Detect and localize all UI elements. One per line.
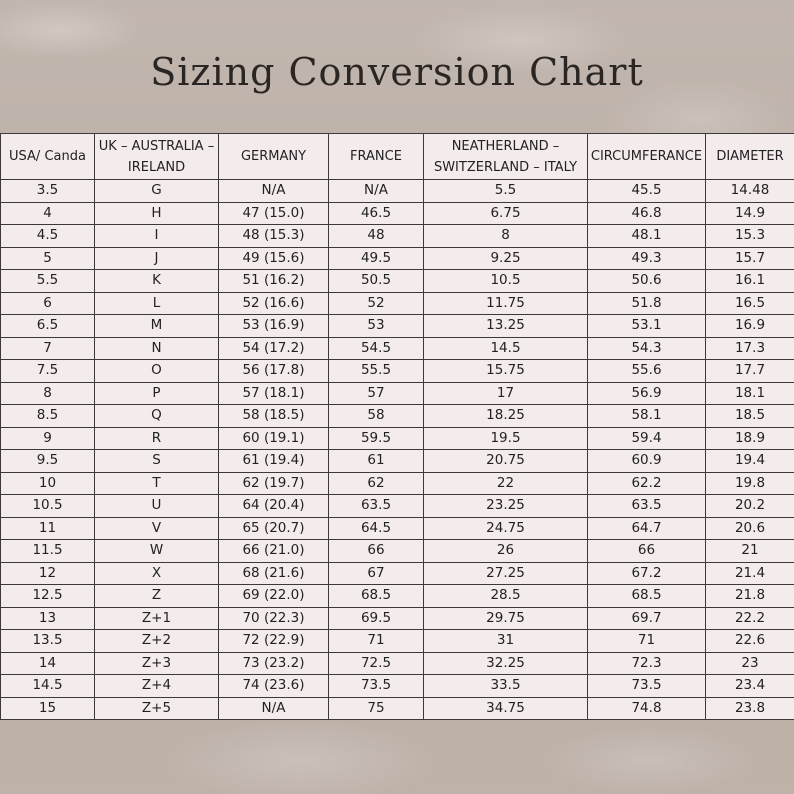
cell-usa-canada: 12.5 bbox=[1, 585, 95, 608]
cell-uk-australia-ireland: X bbox=[95, 562, 219, 585]
table-row bbox=[1, 337, 794, 360]
cell-uk-australia-ireland: S bbox=[95, 450, 219, 473]
cell-circumference: 51.8 bbox=[588, 292, 706, 315]
cell-diameter: 23.8 bbox=[706, 697, 794, 720]
cell-uk-australia-ireland: V bbox=[95, 517, 219, 540]
cell-germany: 70 (22.3) bbox=[219, 607, 329, 630]
cell-diameter: 17.7 bbox=[706, 360, 794, 383]
cell-usa-canada: 12 bbox=[1, 562, 95, 585]
cell-france: 71 bbox=[329, 630, 424, 653]
table-row bbox=[1, 202, 794, 225]
cell-diameter: 18.1 bbox=[706, 382, 794, 405]
table-row bbox=[1, 405, 794, 428]
cell-usa-canada: 9 bbox=[1, 427, 95, 450]
cell-usa-canada: 8 bbox=[1, 382, 95, 405]
table-row bbox=[1, 427, 794, 450]
cell-circumference: 74.8 bbox=[588, 697, 706, 720]
header-germany: GERMANY bbox=[219, 134, 329, 180]
cell-france: 75 bbox=[329, 697, 424, 720]
cell-circumference: 49.3 bbox=[588, 247, 706, 270]
cell-circumference: 69.7 bbox=[588, 607, 706, 630]
cell-usa-canada: 10.5 bbox=[1, 495, 95, 518]
cell-uk-australia-ireland: Z+3 bbox=[95, 652, 219, 675]
cell-diameter: 15.3 bbox=[706, 225, 794, 248]
table-header-row bbox=[1, 134, 794, 180]
cell-uk-australia-ireland: Q bbox=[95, 405, 219, 428]
table-row bbox=[1, 450, 794, 473]
cell-netherland-switzerland-italy: 23.25 bbox=[424, 495, 588, 518]
cell-france: 73.5 bbox=[329, 675, 424, 698]
cell-uk-australia-ireland: I bbox=[95, 225, 219, 248]
table-row bbox=[1, 585, 794, 608]
cell-france: 46.5 bbox=[329, 202, 424, 225]
cell-usa-canada: 5.5 bbox=[1, 270, 95, 293]
size-conversion-table bbox=[0, 133, 794, 720]
cell-uk-australia-ireland: L bbox=[95, 292, 219, 315]
table-row bbox=[1, 382, 794, 405]
cell-circumference: 73.5 bbox=[588, 675, 706, 698]
cell-netherland-switzerland-italy: 24.75 bbox=[424, 517, 588, 540]
cell-uk-australia-ireland: H bbox=[95, 202, 219, 225]
cell-usa-canada: 3.5 bbox=[1, 180, 95, 203]
cell-usa-canada: 13.5 bbox=[1, 630, 95, 653]
cell-germany: 62 (19.7) bbox=[219, 472, 329, 495]
cell-france: 49.5 bbox=[329, 247, 424, 270]
cell-usa-canada: 14.5 bbox=[1, 675, 95, 698]
cell-germany: 47 (15.0) bbox=[219, 202, 329, 225]
cell-uk-australia-ireland: P bbox=[95, 382, 219, 405]
header-netherland-switzerland-italy: NEATHERLAND – SWITZERLAND – ITALY bbox=[424, 134, 588, 180]
cell-circumference: 63.5 bbox=[588, 495, 706, 518]
cell-usa-canada: 5 bbox=[1, 247, 95, 270]
cell-usa-canada: 4 bbox=[1, 202, 95, 225]
cell-germany: 54 (17.2) bbox=[219, 337, 329, 360]
cell-diameter: 18.5 bbox=[706, 405, 794, 428]
table-row bbox=[1, 697, 794, 720]
cell-uk-australia-ireland: Z+1 bbox=[95, 607, 219, 630]
cell-diameter: 22.2 bbox=[706, 607, 794, 630]
cell-germany: 72 (22.9) bbox=[219, 630, 329, 653]
cell-circumference: 46.8 bbox=[588, 202, 706, 225]
cell-france: 62 bbox=[329, 472, 424, 495]
cell-france: 48 bbox=[329, 225, 424, 248]
cell-usa-canada: 11 bbox=[1, 517, 95, 540]
cell-circumference: 67.2 bbox=[588, 562, 706, 585]
cell-usa-canada: 13 bbox=[1, 607, 95, 630]
cell-diameter: 14.48 bbox=[706, 180, 794, 203]
cell-france: 69.5 bbox=[329, 607, 424, 630]
cell-germany: 56 (17.8) bbox=[219, 360, 329, 383]
table-row bbox=[1, 675, 794, 698]
cell-germany: 74 (23.6) bbox=[219, 675, 329, 698]
cell-germany: 53 (16.9) bbox=[219, 315, 329, 338]
table-row bbox=[1, 517, 794, 540]
cell-netherland-switzerland-italy: 13.25 bbox=[424, 315, 588, 338]
table-row bbox=[1, 270, 794, 293]
cell-france: 67 bbox=[329, 562, 424, 585]
cell-france: 55.5 bbox=[329, 360, 424, 383]
cell-diameter: 21.8 bbox=[706, 585, 794, 608]
cell-uk-australia-ireland: Z bbox=[95, 585, 219, 608]
cell-circumference: 64.7 bbox=[588, 517, 706, 540]
cell-germany: 69 (22.0) bbox=[219, 585, 329, 608]
cell-uk-australia-ireland: N bbox=[95, 337, 219, 360]
table-row bbox=[1, 607, 794, 630]
table-row bbox=[1, 292, 794, 315]
page-title: Sizing Conversion Chart bbox=[150, 50, 644, 94]
table-row bbox=[1, 652, 794, 675]
table-row bbox=[1, 472, 794, 495]
cell-uk-australia-ireland: Z+5 bbox=[95, 697, 219, 720]
cell-netherland-switzerland-italy: 6.75 bbox=[424, 202, 588, 225]
cell-uk-australia-ireland: U bbox=[95, 495, 219, 518]
cell-germany: 48 (15.3) bbox=[219, 225, 329, 248]
cell-uk-australia-ireland: J bbox=[95, 247, 219, 270]
cell-netherland-switzerland-italy: 32.25 bbox=[424, 652, 588, 675]
cell-diameter: 23 bbox=[706, 652, 794, 675]
header-diameter: DIAMETER bbox=[706, 134, 794, 180]
cell-germany: 66 (21.0) bbox=[219, 540, 329, 563]
cell-circumference: 45.5 bbox=[588, 180, 706, 203]
cell-netherland-switzerland-italy: 10.5 bbox=[424, 270, 588, 293]
header-usa-canada: USA/ Canda bbox=[1, 134, 95, 180]
table-row bbox=[1, 247, 794, 270]
cell-diameter: 23.4 bbox=[706, 675, 794, 698]
table-row bbox=[1, 562, 794, 585]
cell-circumference: 68.5 bbox=[588, 585, 706, 608]
cell-circumference: 66 bbox=[588, 540, 706, 563]
cell-france: 61 bbox=[329, 450, 424, 473]
cell-germany: 64 (20.4) bbox=[219, 495, 329, 518]
cell-diameter: 14.9 bbox=[706, 202, 794, 225]
cell-diameter: 21.4 bbox=[706, 562, 794, 585]
cell-uk-australia-ireland: O bbox=[95, 360, 219, 383]
cell-netherland-switzerland-italy: 14.5 bbox=[424, 337, 588, 360]
cell-netherland-switzerland-italy: 20.75 bbox=[424, 450, 588, 473]
table-row bbox=[1, 540, 794, 563]
cell-france: 68.5 bbox=[329, 585, 424, 608]
cell-circumference: 58.1 bbox=[588, 405, 706, 428]
cell-diameter: 22.6 bbox=[706, 630, 794, 653]
cell-france: 63.5 bbox=[329, 495, 424, 518]
table-row bbox=[1, 630, 794, 653]
cell-usa-canada: 15 bbox=[1, 697, 95, 720]
cell-germany: 58 (18.5) bbox=[219, 405, 329, 428]
header-uk-australia-ireland: UK – AUSTRALIA – IRELAND bbox=[95, 134, 219, 180]
cell-netherland-switzerland-italy: 27.25 bbox=[424, 562, 588, 585]
table-row bbox=[1, 315, 794, 338]
cell-france: N/A bbox=[329, 180, 424, 203]
cell-diameter: 16.9 bbox=[706, 315, 794, 338]
cell-france: 66 bbox=[329, 540, 424, 563]
cell-circumference: 60.9 bbox=[588, 450, 706, 473]
cell-diameter: 16.1 bbox=[706, 270, 794, 293]
cell-netherland-switzerland-italy: 9.25 bbox=[424, 247, 588, 270]
cell-usa-canada: 6 bbox=[1, 292, 95, 315]
cell-diameter: 15.7 bbox=[706, 247, 794, 270]
cell-germany: N/A bbox=[219, 180, 329, 203]
cell-circumference: 54.3 bbox=[588, 337, 706, 360]
cell-germany: 61 (19.4) bbox=[219, 450, 329, 473]
cell-diameter: 19.8 bbox=[706, 472, 794, 495]
cell-uk-australia-ireland: G bbox=[95, 180, 219, 203]
cell-netherland-switzerland-italy: 26 bbox=[424, 540, 588, 563]
cell-diameter: 20.2 bbox=[706, 495, 794, 518]
cell-usa-canada: 7 bbox=[1, 337, 95, 360]
cell-germany: 73 (23.2) bbox=[219, 652, 329, 675]
cell-netherland-switzerland-italy: 34.75 bbox=[424, 697, 588, 720]
cell-france: 72.5 bbox=[329, 652, 424, 675]
cell-netherland-switzerland-italy: 19.5 bbox=[424, 427, 588, 450]
cell-germany: 65 (20.7) bbox=[219, 517, 329, 540]
table-row bbox=[1, 360, 794, 383]
cell-diameter: 19.4 bbox=[706, 450, 794, 473]
cell-diameter: 21 bbox=[706, 540, 794, 563]
cell-netherland-switzerland-italy: 22 bbox=[424, 472, 588, 495]
cell-uk-australia-ireland: K bbox=[95, 270, 219, 293]
cell-germany: 57 (18.1) bbox=[219, 382, 329, 405]
cell-diameter: 20.6 bbox=[706, 517, 794, 540]
cell-usa-canada: 14 bbox=[1, 652, 95, 675]
cell-uk-australia-ireland: Z+4 bbox=[95, 675, 219, 698]
cell-france: 58 bbox=[329, 405, 424, 428]
cell-germany: 51 (16.2) bbox=[219, 270, 329, 293]
cell-netherland-switzerland-italy: 8 bbox=[424, 225, 588, 248]
cell-france: 52 bbox=[329, 292, 424, 315]
cell-netherland-switzerland-italy: 29.75 bbox=[424, 607, 588, 630]
cell-usa-canada: 7.5 bbox=[1, 360, 95, 383]
cell-diameter: 17.3 bbox=[706, 337, 794, 360]
cell-netherland-switzerland-italy: 5.5 bbox=[424, 180, 588, 203]
cell-usa-canada: 6.5 bbox=[1, 315, 95, 338]
cell-germany: 49 (15.6) bbox=[219, 247, 329, 270]
table-row bbox=[1, 180, 794, 203]
cell-germany: N/A bbox=[219, 697, 329, 720]
cell-france: 50.5 bbox=[329, 270, 424, 293]
cell-netherland-switzerland-italy: 17 bbox=[424, 382, 588, 405]
cell-usa-canada: 8.5 bbox=[1, 405, 95, 428]
cell-circumference: 53.1 bbox=[588, 315, 706, 338]
header-france: FRANCE bbox=[329, 134, 424, 180]
cell-circumference: 62.2 bbox=[588, 472, 706, 495]
cell-circumference: 71 bbox=[588, 630, 706, 653]
cell-germany: 68 (21.6) bbox=[219, 562, 329, 585]
cell-france: 64.5 bbox=[329, 517, 424, 540]
cell-circumference: 59.4 bbox=[588, 427, 706, 450]
cell-circumference: 55.6 bbox=[588, 360, 706, 383]
cell-circumference: 56.9 bbox=[588, 382, 706, 405]
cell-germany: 60 (19.1) bbox=[219, 427, 329, 450]
cell-diameter: 16.5 bbox=[706, 292, 794, 315]
cell-usa-canada: 4.5 bbox=[1, 225, 95, 248]
cell-netherland-switzerland-italy: 18.25 bbox=[424, 405, 588, 428]
cell-circumference: 48.1 bbox=[588, 225, 706, 248]
cell-usa-canada: 10 bbox=[1, 472, 95, 495]
cell-france: 54.5 bbox=[329, 337, 424, 360]
table-body bbox=[1, 180, 794, 720]
cell-diameter: 18.9 bbox=[706, 427, 794, 450]
cell-netherland-switzerland-italy: 11.75 bbox=[424, 292, 588, 315]
cell-france: 53 bbox=[329, 315, 424, 338]
header-circumference: CIRCUMFERANCE bbox=[588, 134, 706, 180]
cell-circumference: 72.3 bbox=[588, 652, 706, 675]
cell-france: 59.5 bbox=[329, 427, 424, 450]
table-row bbox=[1, 225, 794, 248]
cell-usa-canada: 9.5 bbox=[1, 450, 95, 473]
cell-netherland-switzerland-italy: 33.5 bbox=[424, 675, 588, 698]
cell-usa-canada: 11.5 bbox=[1, 540, 95, 563]
cell-france: 57 bbox=[329, 382, 424, 405]
cell-circumference: 50.6 bbox=[588, 270, 706, 293]
cell-uk-australia-ireland: W bbox=[95, 540, 219, 563]
cell-uk-australia-ireland: Z+2 bbox=[95, 630, 219, 653]
cell-uk-australia-ireland: T bbox=[95, 472, 219, 495]
cell-netherland-switzerland-italy: 28.5 bbox=[424, 585, 588, 608]
cell-uk-australia-ireland: M bbox=[95, 315, 219, 338]
cell-netherland-switzerland-italy: 15.75 bbox=[424, 360, 588, 383]
cell-netherland-switzerland-italy: 31 bbox=[424, 630, 588, 653]
cell-germany: 52 (16.6) bbox=[219, 292, 329, 315]
table-row bbox=[1, 495, 794, 518]
cell-uk-australia-ireland: R bbox=[95, 427, 219, 450]
